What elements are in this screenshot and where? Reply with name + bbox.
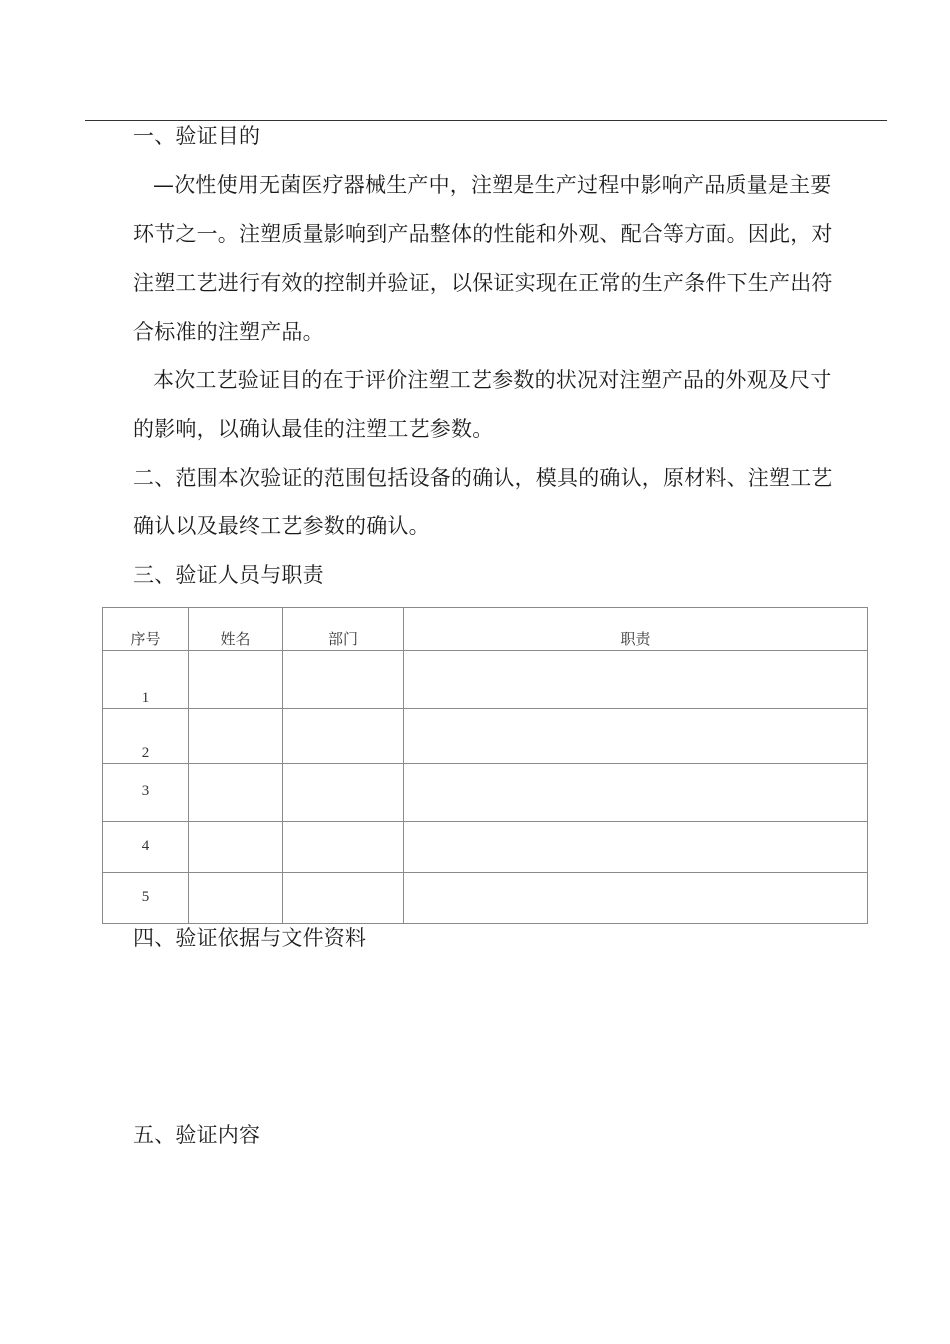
name-cell[interactable]	[189, 651, 283, 709]
personnel-table	[102, 607, 868, 924]
department-cell[interactable]	[283, 651, 404, 709]
section1-p1-line1: —次性使用无菌医疗器械生产中，注塑是生产过程中影响产品质量是主要	[153, 173, 832, 197]
section1-p1-line3: 注塑工艺进行有效的控制并验证，以保证实现在正常的生产条件下生产出符	[133, 271, 833, 295]
row-number: 5	[103, 873, 189, 924]
department-cell[interactable]	[283, 709, 404, 764]
responsibility-cell[interactable]	[404, 709, 868, 764]
department-cell[interactable]	[283, 822, 404, 873]
header-number: 序号	[103, 608, 189, 651]
name-cell[interactable]	[189, 709, 283, 764]
responsibility-cell[interactable]	[404, 822, 868, 873]
section4-heading: 四、验证依据与文件资料	[133, 926, 367, 950]
table-row	[103, 764, 868, 822]
responsibility-cell[interactable]	[404, 651, 868, 709]
row-number: 2	[103, 709, 189, 764]
department-cell[interactable]	[283, 764, 404, 822]
row-number: 1	[103, 651, 189, 709]
table-row	[103, 709, 868, 764]
table-header-row	[103, 608, 868, 651]
table-row	[103, 822, 868, 873]
section2-line1: 二、范围本次验证的范围包括设备的确认，模具的确认，原材料、注塑工艺	[133, 466, 833, 490]
section1-p2-line1: 本次工艺验证目的在于评价注塑工艺参数的状况对注塑产品的外观及尺寸	[153, 368, 832, 392]
header-name: 姓名	[189, 608, 283, 651]
name-cell[interactable]	[189, 764, 283, 822]
header-department: 部门	[283, 608, 404, 651]
header-responsibility: 职责	[404, 608, 868, 651]
section3-heading: 三、验证人员与职责	[133, 563, 324, 587]
row-number: 4	[103, 822, 189, 873]
row-number: 3	[103, 764, 189, 822]
responsibility-cell[interactable]	[404, 764, 868, 822]
table-row	[103, 651, 868, 709]
name-cell[interactable]	[189, 822, 283, 873]
section2-line2: 确认以及最终工艺参数的确认。	[133, 514, 430, 538]
responsibility-cell[interactable]	[404, 873, 868, 924]
section1-heading: 一、验证目的	[133, 124, 261, 148]
section5-heading: 五、验证内容	[133, 1123, 261, 1147]
section1-p2-line2: 的影响，以确认最佳的注塑工艺参数。	[133, 417, 494, 441]
section1-p1-line4: 合标准的注塑产品。	[133, 320, 324, 344]
section1-p1-line2: 环节之一。注塑质量影响到产品整体的性能和外观、配合等方面。因此，对	[133, 222, 833, 246]
